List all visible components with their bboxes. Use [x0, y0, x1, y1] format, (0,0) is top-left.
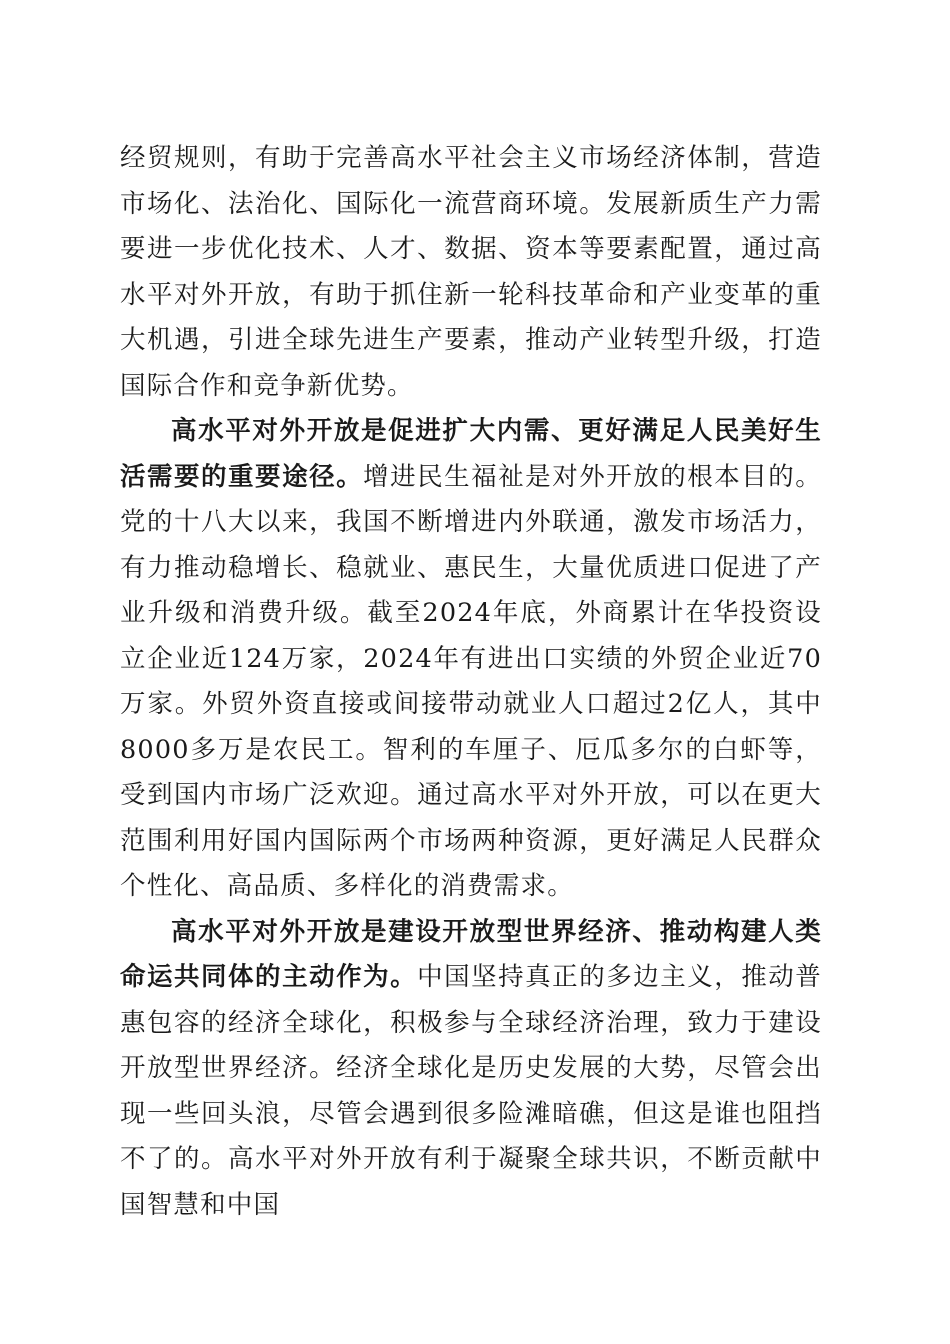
document-body [120, 136, 822, 1228]
paragraph-2-lead: 高水平对外开放是促进扩大内需、更好满足人民美好生活需要的重要途径。 [120, 416, 822, 492]
paragraph-1-text: 经贸规则，有助于完善高水平社会主义市场经济体制，营造市场化、法治化、国际化一流营商环境。发展新质生产力需要进一步优化技术、人才、数据、资本等要素配置，通过高水平对外开放，有助于抓住新一轮科技革命和产业变革的重大机遇，引进全球先进生产要素，推动产业转型升级，打造国际合作和竞争新优势。 [120, 143, 822, 401]
paragraph-open-world-economy [120, 910, 822, 1229]
paragraph-continuation [120, 136, 822, 409]
paragraph-3-text: 中国坚持真正的多边主义，推动普惠包容的经济全球化，积极参与全球经济治理，致力于建设开放型世界经济。经济全球化是历史发展的大势，尽管会出现一些回头浪，尽管会遇到很多险滩暗礁，但这是谁也阻挡不了的。高水平对外开放有利于凝聚全球共识，不断贡献中国智慧和中国 [120, 962, 822, 1220]
paragraph-3-lead: 高水平对外开放是建设开放型世界经济、推动构建人类命运共同体的主动作为。 [120, 916, 822, 992]
paragraph-2-text: 增进民生福祉是对外开放的根本目的。党的十八大以来，我国不断增进内外联通，激发市场活力，有力推动稳增长、稳就业、惠民生，大量优质进口促进了产业升级和消费升级。截至2024年底，外商累计在华投资设立企业近124万家，2024年有进出口实绩的外贸企业近70万家。外贸外资直接或间接带动就业人口超过2亿人，其中8000多万是农民工。智利的车厘子、厄瓜多尔的白虾等，受到国内市场广泛欢迎。通过高水平对外开放，可以在更大范围利用好国内国际两个市场两种资源，更好满足人民群众个性化、高品质、多样化的消费需求。 [120, 461, 822, 901]
paragraph-domestic-demand [120, 409, 822, 910]
